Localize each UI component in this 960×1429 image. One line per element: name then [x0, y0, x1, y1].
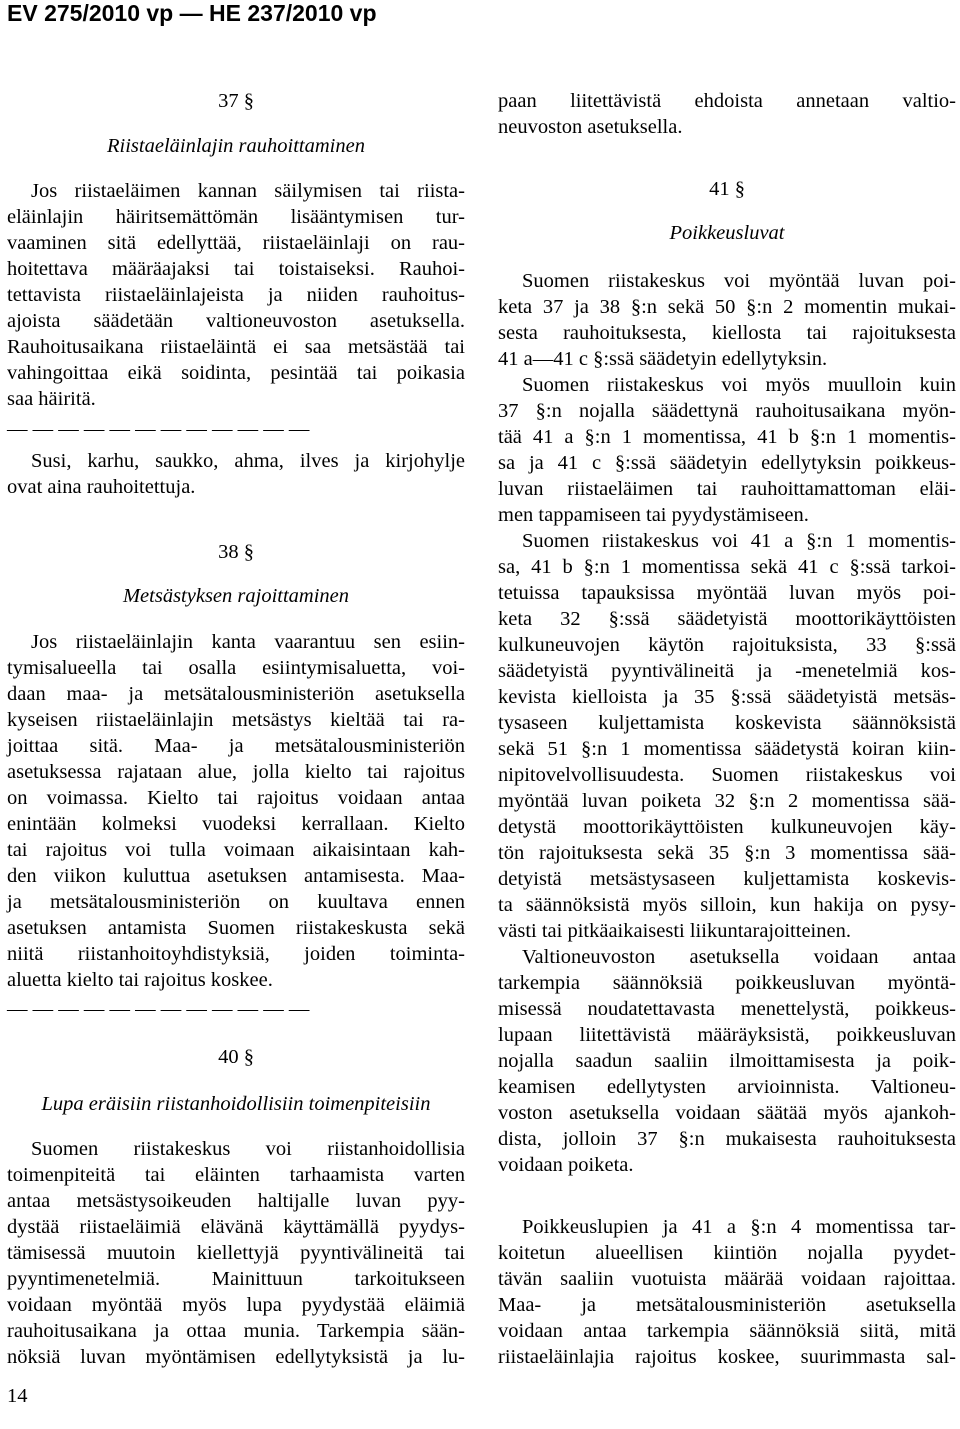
- paragraph-line: kyseisen riistaeläinlajin metsästys kieltää tai ra-: [7, 709, 465, 731]
- paragraph-line: detystä moottorikäyttöisten kulkuneuvojen käy-: [498, 816, 956, 838]
- paragraph-line: voidaan antaa tarkempia säännöksiä siitä, mitä: [498, 1320, 956, 1342]
- paragraph-line: paan liitettävistä ehdoista annetaan valtio-: [498, 90, 956, 112]
- paragraph-line: tarkempia säännöksiä poikkeusluvan myöntä-: [498, 972, 956, 994]
- paragraph-line: tai rajoitus voi tulla voimaan aikaisintaan kah-: [7, 839, 465, 861]
- paragraph-line: vahingoittaa eikä soidinta, pesintää tai poikasia: [7, 362, 465, 384]
- paragraph-line: Jos riistaeläimen kannan säilymisen tai riista-: [31, 180, 465, 202]
- paragraph-line: eläinlajin häiritsemättömän lisääntymisen tur-: [7, 206, 465, 228]
- paragraph-line: kulkuneuvojen käytön rajoituksista, 33 §:ssä: [498, 634, 956, 656]
- paragraph-line: den viikon kuluttua asetuksen antamisesta. Maa-: [7, 865, 465, 887]
- paragraph-line: daan maa- ja metsätalousministeriön asetuksella: [7, 683, 465, 705]
- omission-separator: — — — — — — — — — — — —: [7, 998, 310, 1020]
- paragraph-line: hoitettava määräajaksi tai toistaiseksi. Rauhoi-: [7, 258, 465, 280]
- paragraph-line: 37 §:n nojalla säädettynä rauhoitusaikana myön-: [498, 400, 956, 422]
- paragraph-line: Suomen riistakeskus voi riistanhoidollisia: [31, 1138, 465, 1160]
- paragraph-line: sekä 51 §:n 1 momentissa säädetystä koiran kiin-: [498, 738, 956, 760]
- paragraph-line: keta 32 §:ssä säädetyistä moottorikäyttöisten: [498, 608, 956, 630]
- paragraph-line: vaaminen sitä edellyttää, riistaeläinlaji on rau-: [7, 232, 465, 254]
- paragraph-line: tettavista riistaeläinlajeista ja niiden rauhoitus-: [7, 284, 465, 306]
- paragraph-line: asetuksessa rajataan alue, jolla kielto tai rajoitus: [7, 761, 465, 783]
- paragraph-line: nipitovelvollisuudesta. Suomen riistakeskus voi: [498, 764, 956, 786]
- paragraph-line: tää 41 a §:n 1 momentissa, 41 b §:n 1 momentis-: [498, 426, 956, 448]
- section-40-number: 40 §: [218, 1046, 254, 1068]
- paragraph-line: Suomen riistakeskus voi myös muulloin kuin: [522, 374, 956, 396]
- omission-separator: — — — — — — — — — — — —: [7, 418, 310, 440]
- paragraph-line: Poikkeuslupien ja 41 a §:n 4 momentissa tar-: [522, 1216, 956, 1238]
- paragraph-line: voidaan myöntää myös lupa pyydystää eläimiä: [7, 1294, 465, 1316]
- paragraph-line: Rauhoitusaikana riistaeläintä ei saa metsästää tai: [7, 336, 465, 358]
- paragraph-line: Jos riistaeläinlajin kanta vaarantuu sen esiin-: [31, 631, 465, 653]
- paragraph-line: pyyntimenetelmiä. Mainittuun tarkoitukseen: [7, 1268, 465, 1290]
- paragraph-line: keamisen edellytysten arvioinnista. Valtioneu-: [498, 1076, 956, 1098]
- paragraph-line: tymisalueella tai osalla esiintymisaluetta, voi-: [7, 657, 465, 679]
- paragraph-line: nojalla saadun saaliin ilmoittamisesta ja poik-: [498, 1050, 956, 1072]
- paragraph-line: neuvoston asetuksella.: [498, 116, 683, 138]
- paragraph-line: asetuksen antamista Suomen riistakeskusta sekä: [7, 917, 465, 939]
- paragraph-line: niitä riistanhoitoyhdistyksiä, joiden toiminta-: [7, 943, 465, 965]
- paragraph-line: 41 a—41 c §:ssä säädetyin edellytyksin.: [498, 348, 828, 370]
- paragraph-line: sa, 41 b §:n 1 momentissa sekä 41 c §:ssä tarkoi-: [498, 556, 956, 578]
- paragraph-line: nöksiä luvan myöntämisen edellytyksistä ja lu-: [7, 1346, 465, 1368]
- paragraph-line: rauhoitusaikana ja ottaa munia. Tarkempia sään-: [7, 1320, 465, 1342]
- paragraph-line: enintään kolmeksi vuodeksi kerrallaan. Kielto: [7, 813, 465, 835]
- paragraph-line: västi tai pitkäaikaisesti liikuntarajoitteinen.: [498, 920, 851, 942]
- paragraph-line: säädetyistä pyyntivälineitä ja -menetelmiä kos-: [498, 660, 956, 682]
- paragraph-line: tysaseen kuljettamista koskevista säännöksistä: [498, 712, 956, 734]
- page-number: 14: [7, 1385, 28, 1407]
- paragraph-line: voston asetuksella voidaan säätää myös ajankoh-: [498, 1102, 956, 1124]
- section-37-number: 37 §: [218, 90, 254, 112]
- paragraph-line: ajoista säädetään valtioneuvoston asetuksella.: [7, 310, 465, 332]
- paragraph-line: ja metsätalousministeriön on kuultava ennen: [7, 891, 465, 913]
- paragraph-line: Suomen riistakeskus voi 41 a §:n 1 momentis-: [522, 530, 956, 552]
- paragraph-line: Valtioneuvoston asetuksella voidaan antaa: [522, 946, 956, 968]
- paragraph-line: luvan riistaeläimen tai rauhoittamattoman eläi-: [498, 478, 956, 500]
- section-37-title: Riistaeläinlajin rauhoittaminen: [107, 135, 365, 157]
- paragraph-line: sesta rauhoituksesta, kiellosta tai rajoituksesta: [498, 322, 956, 344]
- paragraph-line: men tappamiseen tai pyydystämiseen.: [498, 504, 809, 526]
- paragraph-line: keta 37 ja 38 §:n sekä 50 §:n 2 momentin mukai-: [498, 296, 956, 318]
- paragraph-line: koitetun alueellisen kiintiön nojalla pyydet-: [498, 1242, 956, 1264]
- paragraph-line: antaa metsästysoikeuden haltijalle luvan pyy-: [7, 1190, 465, 1212]
- document-header: EV 275/2010 vp — HE 237/2010 vp: [7, 0, 377, 26]
- paragraph-line: misessä noudatettavasta menettelystä, poikkeus-: [498, 998, 956, 1020]
- section-41-number: 41 §: [709, 178, 745, 200]
- section-38-title: Metsästyksen rajoittaminen: [122, 585, 350, 607]
- section-41-title: Poikkeusluvat: [669, 222, 785, 244]
- paragraph-line: dista, jolloin 37 §:n mukaisesta rauhoituksesta: [498, 1128, 956, 1150]
- section-40-title: Lupa eräisiin riistanhoidollisiin toimenpiteisiin: [41, 1093, 431, 1115]
- paragraph-line: sa ja 41 c §:ssä säädetyin edellytyksin poikkeus-: [498, 452, 956, 474]
- paragraph-line: tävän saaliin vuotuista määrää voidaan rajoittaa.: [498, 1268, 956, 1290]
- paragraph-line: voidaan poiketa.: [498, 1154, 634, 1176]
- paragraph-line: myöntää luvan poiketa 32 §:n 2 momentissa sää-: [498, 790, 956, 812]
- paragraph-line: tön rajoituksesta sekä 35 §:n 3 momentissa sää-: [498, 842, 956, 864]
- paragraph-line: kevista kielloista ja 35 §:ssä säädetyistä metsäs-: [498, 686, 956, 708]
- paragraph-line: Suomen riistakeskus voi myöntää luvan poi-: [522, 270, 956, 292]
- paragraph-line: ta säännöksistä myös silloin, kun hakija on pysy-: [498, 894, 956, 916]
- paragraph-line: on voimassa. Kielto tai rajoitus voidaan antaa: [7, 787, 465, 809]
- paragraph-line: detyistä metsästysaseen kuljettamista koskevis-: [498, 868, 956, 890]
- paragraph-line: toimenpiteitä tai eläinten tarhaamista varten: [7, 1164, 465, 1186]
- section-38-number: 38 §: [218, 541, 254, 563]
- paragraph-line: riistaeläinlajia rajoitus koskee, suurimmasta sal-: [498, 1346, 956, 1368]
- paragraph-line: Susi, karhu, saukko, ahma, ilves ja kirjohylje: [31, 450, 465, 472]
- paragraph-line: dystää riistaeläimiä elävänä käyttämällä pyydys-: [7, 1216, 465, 1238]
- paragraph-line: tämisessä muutoin kiellettyjä pyyntivälineitä tai: [7, 1242, 465, 1264]
- paragraph-line: Maa- ja metsätalousministeriön asetuksella: [498, 1294, 956, 1316]
- paragraph-line: tetuissa tapauksissa myöntää luvan myös poi-: [498, 582, 956, 604]
- paragraph-line: aluetta kielto tai rajoitus koskee.: [7, 969, 273, 991]
- paragraph-line: ovat aina rauhoitettuja.: [7, 476, 196, 498]
- paragraph-line: saa häiritä.: [7, 388, 96, 410]
- paragraph-line: joittaa sitä. Maa- ja metsätalousministeriön: [7, 735, 465, 757]
- paragraph-line: lupaan liitettävistä määräyksistä, poikkeusluvan: [498, 1024, 956, 1046]
